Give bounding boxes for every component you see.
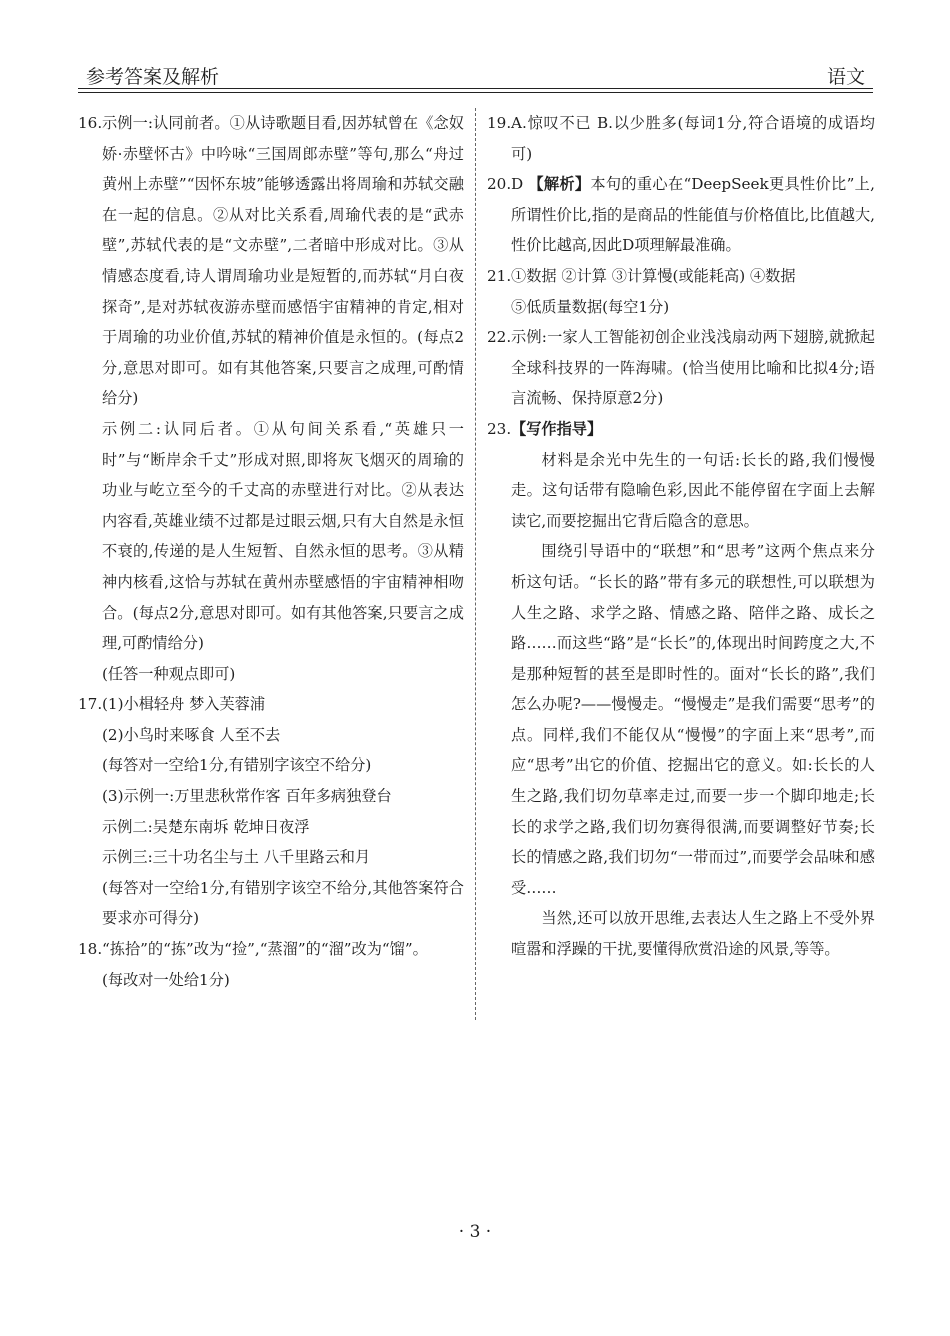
answer-20-text: 本句的重心在“DeepSeek更具性价比”上,所谓性价比,指的是商品的性能值与价格值比,比值越大,性价比越高,因此D项理解最准确。: [511, 175, 875, 255]
answer-17-line-5: 示例二:吴楚东南坼 乾坤日夜浮: [102, 817, 310, 836]
right-column: [487, 108, 875, 965]
answer-16-note: (任答一种观点即可): [102, 664, 236, 683]
question-number: 18.: [78, 940, 103, 959]
question-number: 17.: [78, 695, 103, 714]
writing-guide-paragraph-1: 材料是余光中先生的一句话:长长的路,我们慢慢走。这句话带有隐喻色彩,因此不能停留在字面上去解读它,而要挖掘出它背后隐含的意思。: [511, 450, 875, 530]
writing-guide-title: 【写作指导】: [511, 419, 603, 438]
answer-17-line-4: (3)示例一:万里悲秋常作客 百年多病独登台: [102, 787, 392, 806]
answer-20-body: [511, 169, 875, 261]
page-header: [78, 56, 873, 92]
answer-16-example-2: 示例二:认同后者。①从句间关系看,“英雄只一时”与“断岸余千丈”形成对照,即将灰飞烟灭的周瑜的功业与屹立至今的千丈高的赤壁进行对比。②从表达内容看,英雄业绩不过都是过眼云烟,只有大自然是永恒不衰的,传递的是人生短暂、自然永恒的思考。③从精神内核看,这恰与苏轼在黄州赤壁感悟的宇宙精神相吻合。(每点2分,意思对即可。如有其他答案,只要言之成理,可酌情给分): [102, 419, 464, 653]
header-title: 参考答案及解析: [86, 66, 220, 88]
answer-22: [487, 322, 875, 414]
answer-19: [487, 108, 875, 169]
answer-16-example-1: 示例一:认同前者。①从诗歌题目看,因苏轼曾在《念奴娇·赤壁怀古》中吟咏“三国周郎赤壁”等句,那么“舟过黄州上赤壁”“因怀东坡”能够透露出将周瑜和苏轼交融在一起的信息。②从对比关系看,周瑜代表的是“武赤壁”,苏轼代表的是“文赤壁”,二者暗中形成对比。③从情感态度看,诗人谓周瑜功业是短暂的,而苏轼“月白夜探奇”,是对苏轼夜游赤壁而感悟宇宙精神的肯定,相对于周瑜的功业价值,苏轼的精神价值是永恒的。(每点2分,意思对即可。如有其他答案,只要言之成理,可酌情给分): [102, 114, 464, 408]
answer-17-line-2: (2)小鸟时来啄食 人至不去: [102, 725, 281, 744]
answer-17-line-7: (每答对一空给1分,有错别字该空不给分,其他答案符合要求亦可得分): [102, 878, 464, 928]
question-number: 16.: [78, 114, 103, 132]
answer-20-choice: D: [511, 175, 529, 194]
answer-18-line-1: “拣拾”的“拣”改为“捡”,“蒸溜”的“溜”改为“馏”。: [102, 940, 428, 959]
question-number: 19.: [487, 114, 512, 132]
left-column: [78, 108, 464, 995]
writing-guide-paragraph-3: 当然,还可以放开思维,去表达人生之路上不受外界喧嚣和浮躁的干扰,要懂得欣赏沿途的风景,等等。: [511, 909, 875, 959]
answer-22-text: 示例:一家人工智能初创企业浅浅扇动两下翅膀,就掀起全球科技界的一阵海啸。(恰当使用比喻和比拟4分;语言流畅、保持原意2分): [511, 328, 875, 408]
answer-19-text: A.惊叹不已 B.以少胜多(每词1分,符合语境的成语均可): [511, 114, 875, 163]
question-number: 20.: [487, 175, 512, 194]
answer-17-line-6: 示例三:三十功名尘与土 八千里路云和月: [102, 848, 371, 867]
answer-21: [487, 261, 875, 322]
answer-20: [487, 169, 875, 261]
answer-18: [78, 934, 464, 995]
header-rule-thick: [78, 88, 873, 89]
answer-21-line-2: ⑤低质量数据(每空1分): [511, 297, 670, 316]
question-number: 21.: [487, 266, 512, 285]
question-number: 23.: [487, 419, 512, 438]
column-divider: [475, 108, 476, 1020]
answer-18-line-2: (每改对一处给1分): [102, 970, 230, 989]
analysis-tag: 【解析】: [528, 175, 591, 194]
header-rule-thin: [78, 92, 873, 93]
answer-17-line-3: (每答对一空给1分,有错别字该空不给分): [102, 756, 372, 775]
answer-23: [487, 414, 875, 445]
question-number: 22.: [487, 328, 512, 347]
answer-21-line-1: ①数据 ②计算 ③计算慢(或能耗高) ④数据: [511, 266, 796, 285]
header-subject: 语文: [826, 66, 865, 88]
page-number: · 3 ·: [458, 1222, 492, 1242]
writing-guide-paragraph-2: 围绕引导语中的“联想”和“思考”这两个焦点来分析这句话。“长长的路”带有多元的联想性,可以联想为人生之路、求学之路、情感之路、陪伴之路、成长之路……而这些“路”是“长长”的,体现出时间跨度之大,不是那种短暂的甚至是即时性的。面对“长长的路”,我们怎么办呢?——慢慢走。“慢慢走”是我们需要“思考”的点。同样,我们不能仅从“慢慢”的字面上来“思考”,而应“思考”出它的价值、挖掘出它的意义。如:长长的人生之路,我们切勿草率走过,而要一步一个脚印地走;长长的求学之路,我们切勿赛得很满,而要调整好节奏;长长的情感之路,我们切勿“一带而过”,而要学会品味和感受……: [511, 542, 875, 897]
answer-17: [78, 689, 464, 934]
answer-17-line-1: (1)小楫轻舟 梦入芙蓉浦: [102, 695, 266, 714]
answer-16: [78, 108, 464, 689]
